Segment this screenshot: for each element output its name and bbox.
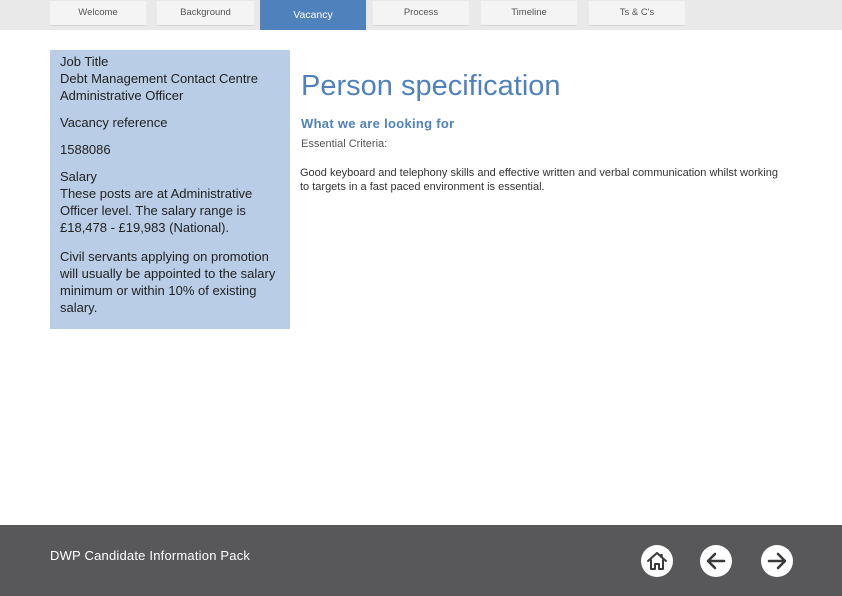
tab-process[interactable]: Process <box>373 1 469 25</box>
footer <box>0 525 842 596</box>
top-navigation <box>0 0 842 30</box>
home-icon <box>645 549 669 573</box>
job-title-value: Debt Management Contact Centre Administrative Officer <box>60 71 258 103</box>
salary-label: Salary <box>60 169 97 184</box>
arrow-left-icon <box>704 549 728 573</box>
tab-welcome[interactable]: Welcome <box>50 1 146 25</box>
promotion-text: Civil servants applying on promotion will usually be appointed to the salary minimum or within 10% of existing salary. <box>60 249 276 315</box>
home-button[interactable] <box>641 545 673 577</box>
vacancy-reference-value: 1588086 <box>60 142 111 157</box>
job-summary-panel <box>50 50 290 329</box>
previous-button[interactable] <box>700 545 732 577</box>
arrow-right-icon <box>765 549 789 573</box>
next-button[interactable] <box>761 545 793 577</box>
tab-vacancy[interactable]: Vacancy <box>260 0 366 30</box>
vacancy-reference-label: Vacancy reference <box>60 115 168 130</box>
page-title: Person specification <box>301 70 561 102</box>
tab-background[interactable]: Background <box>157 1 254 25</box>
salary-text: These posts are at Administrative Officer level. The salary range is £18,478 - £19,983 (National). <box>60 186 253 235</box>
section-subheading: What we are looking for <box>301 116 455 131</box>
essential-criteria-text: Good keyboard and telephony skills and effective written and verbal communication whilst working to targets in a fast paced environment is essential. <box>300 167 778 193</box>
essential-criteria-label: Essential Criteria: <box>301 138 388 150</box>
job-title-label: Job Title <box>60 54 109 69</box>
tab-timeline[interactable]: Timeline <box>481 1 577 25</box>
footer-title: DWP Candidate Information Pack <box>50 548 251 563</box>
tab-ts-and-cs[interactable]: Ts & C's <box>589 1 685 25</box>
